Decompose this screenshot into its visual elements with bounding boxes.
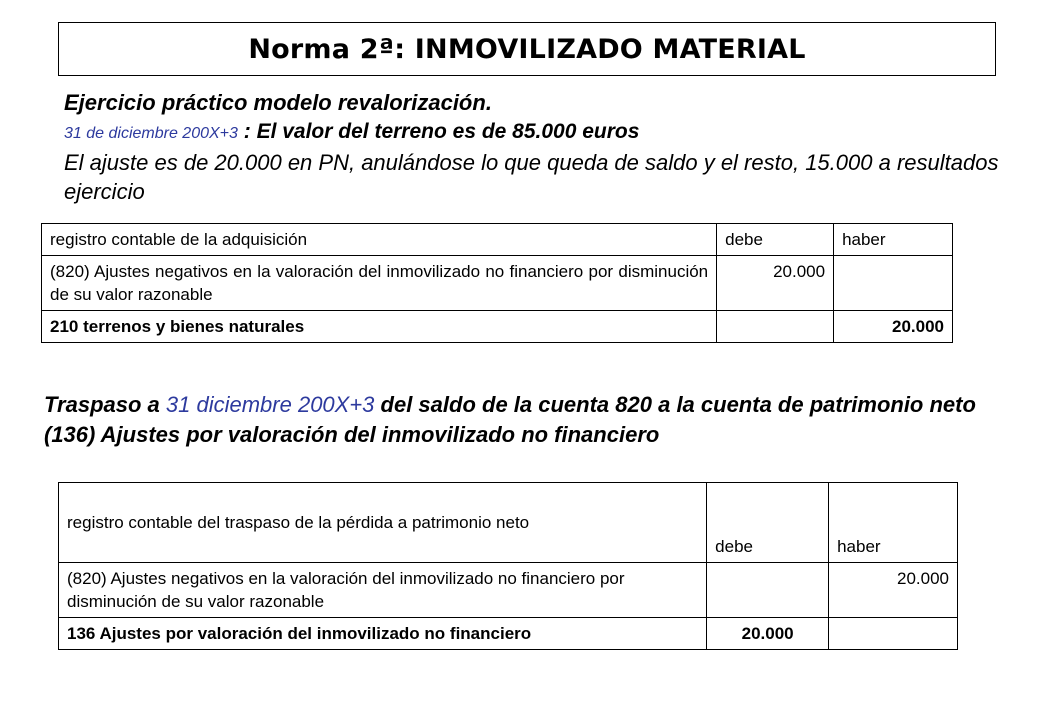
transfer-ledger-table	[58, 482, 958, 650]
header-concept: registro contable de la adquisición	[42, 224, 717, 256]
table-row	[59, 563, 958, 618]
title-box	[58, 22, 996, 76]
row-concept: 210 terrenos y bienes naturales	[42, 311, 717, 343]
row-haber	[829, 618, 958, 650]
row-debe	[707, 563, 829, 618]
exercise-heading: Ejercicio práctico modelo revalorización.	[64, 90, 492, 115]
exercise-date: 31 de diciembre 200X+3	[64, 125, 238, 142]
header-debe: debe	[707, 483, 829, 563]
table-row	[42, 256, 953, 311]
table-header-row	[59, 483, 958, 563]
exercise-adjustment: El ajuste es de 20.000 en PN, anulándose lo que queda de saldo y el resto, 15.000 a resultados ejercicio	[64, 150, 999, 204]
acquisition-ledger-table	[41, 223, 953, 343]
page-title: Norma 2ª: INMOVILIZADO MATERIAL	[248, 33, 806, 65]
row-debe: 20.000	[717, 256, 834, 311]
header-haber: haber	[829, 483, 958, 563]
table-row	[59, 618, 958, 650]
header-debe: debe	[717, 224, 834, 256]
table-row	[42, 311, 953, 343]
row-concept: (820) Ajustes negativos en la valoración del inmovilizado no financiero por disminución de su valor razonable	[42, 256, 717, 311]
row-haber: 20.000	[829, 563, 958, 618]
table-header-row	[42, 224, 953, 256]
row-debe: 20.000	[707, 618, 829, 650]
intro-text	[64, 88, 1004, 206]
row-haber	[834, 256, 953, 311]
row-debe	[717, 311, 834, 343]
exercise-date-line	[64, 118, 1004, 148]
row-concept: (820) Ajustes negativos en la valoración del inmovilizado no financiero por disminución de su valor razonable	[59, 563, 707, 618]
header-concept: registro contable del traspaso de la pérdida a patrimonio neto	[59, 483, 707, 563]
row-haber: 20.000	[834, 311, 953, 343]
header-haber: haber	[834, 224, 953, 256]
transfer-date: 31 diciembre 200X+3	[165, 392, 375, 417]
transfer-text-a: Traspaso a	[44, 392, 166, 417]
exercise-value: : El valor del terreno es de 85.000 euros	[237, 120, 640, 143]
row-concept: 136 Ajustes por valoración del inmovilizado no financiero	[59, 618, 707, 650]
transfer-heading	[44, 390, 1019, 450]
transfer-text-b: del saldo de la cuenta 820 a la cuenta de patrimonio neto (136) Ajustes por valoración del inmovilizado no financiero	[44, 392, 976, 447]
